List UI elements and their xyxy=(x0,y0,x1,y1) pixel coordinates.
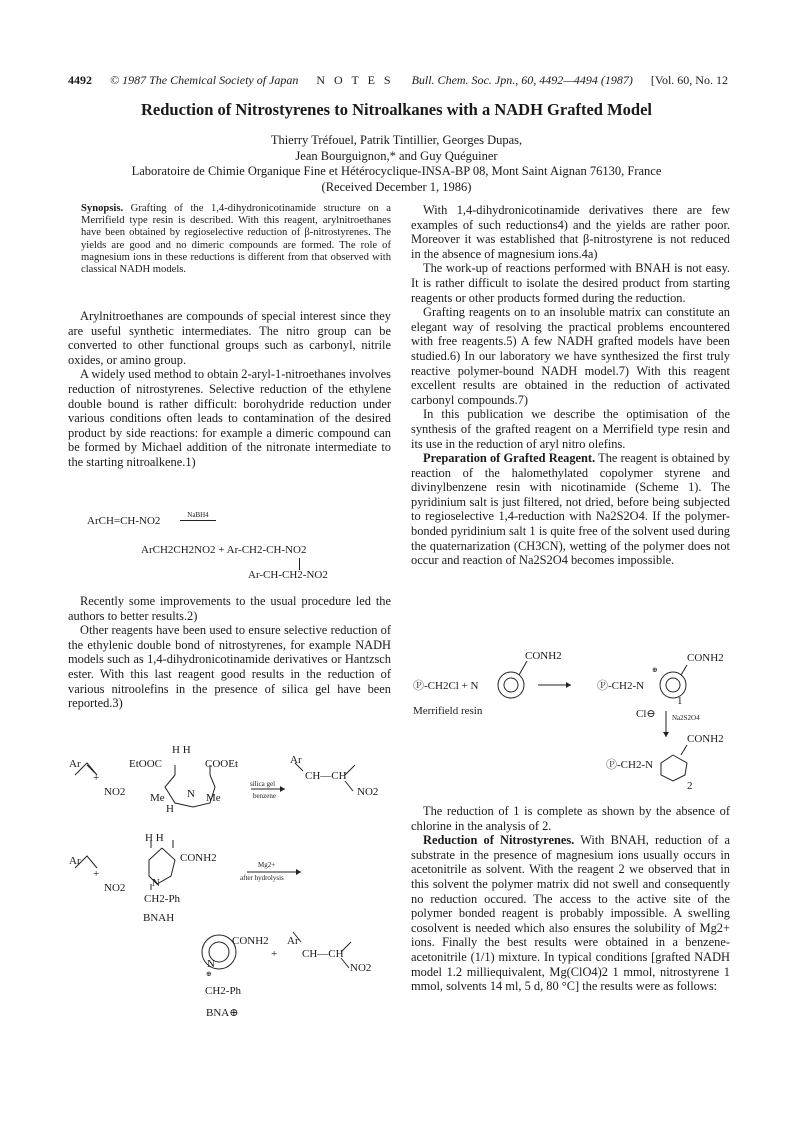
scheme1-pyridinium: Ⓟ-CH2-N xyxy=(597,680,645,692)
reduction-text: With BNAH, reduction of a substrate in the presence of magnesium ions usually occurs in acetonitrile as solvent. With the reagent 2 we observed that in this solvent the polymer matrix did not swell and consequently no reduction occured. The access to the active site of the polymer bonded reagent is probably impossible. A swelling cosolvent is needed which also ensures the solubility of Mg2+ ions. Finally the best results were obtained in a benzene-acetonitrile (1/1) mixture. In typical conditions [grafted NADH model 1.2 milliequivalent, Mg(ClO4)2 1 mmol, nitrostyrene 1 mmol, solvents 14 ml, 5 d, 80 °C] the results were as follows: xyxy=(411,833,730,994)
bna-n: N xyxy=(207,958,215,970)
hantzsch-bonds xyxy=(65,745,395,825)
hantzsch-me-left: Me xyxy=(150,792,165,804)
hantzsch-cond-bottom: benzene xyxy=(253,792,276,800)
right-column-bottom xyxy=(411,804,730,994)
scheme1-conh2-b: CONH2 xyxy=(687,652,724,664)
bna-no2: NO2 xyxy=(350,962,372,974)
hantzsch-n: N xyxy=(187,788,195,800)
hantzsch-cond-top: silica gel xyxy=(250,780,276,788)
volume-info: [Vol. 60, No. 12 xyxy=(650,73,728,87)
received-date: (Received December 1, 1986) xyxy=(321,179,472,194)
hantzsch-me-right: Me xyxy=(206,792,221,804)
copyright: © 1987 The Chemical Society of Japan xyxy=(109,73,299,87)
left-body xyxy=(68,594,391,711)
right-paragraph-7 xyxy=(411,833,730,994)
nabh4-reactant: ArCH=CH-NO2 xyxy=(87,515,161,527)
journal-citation: Bull. Chem. Soc. Jpn., 60, 4492—4494 (1987) xyxy=(411,73,633,87)
left-paragraph-4: Other reagents have been used to ensure selective reduction of the ethylenic double bond of nitrostyrenes, for example NADH models such as 1,4-dihydronicotinamide derivatives or Hantzsch ester. With this last reagent good results in the reduction of various nitroolefins in the presence of silica gel have been reported.3) xyxy=(68,623,391,711)
right-paragraph-5 xyxy=(411,451,730,568)
left-paragraph-3: Recently some improvements to the usual procedure led the authors to better results.2) xyxy=(68,594,391,623)
right-paragraph-4: In this publication we describe the optimisation of the synthesis of the grafted reagent on a Merrifield type resin and its use in the reduction of aryl nitro olefins. xyxy=(411,407,730,451)
hantzsch-etooc: EtOOC xyxy=(129,758,162,770)
section-label: N O T E S xyxy=(316,73,394,87)
bnah-conh2: CONH2 xyxy=(180,852,217,864)
hantzsch-ar: Ar xyxy=(69,758,81,770)
authors-line2: Jean Bourguignon,* and Guy Quéguiner xyxy=(295,148,498,163)
hantzsch-hh: H H xyxy=(172,744,191,756)
nabh4-product2: Ar-CH-CH2-NO2 xyxy=(248,569,328,581)
bna-ch2ph: CH2-Ph xyxy=(205,985,242,997)
scheme1-reactants: Ⓟ-CH2Cl + N xyxy=(413,680,479,692)
page-number: 4492 xyxy=(68,73,92,87)
scheme1-conh2-c: CONH2 xyxy=(687,733,724,745)
right-column-top xyxy=(411,203,730,568)
article-title: Reduction of Nitrostyrenes to Nitroalkanes with a NADH Grafted Model xyxy=(140,100,652,119)
synopsis-text: Grafting of the 1,4-dihydronicotinamide structure on a Merrifield type resin is described. With this reagent, arylnitroethanes have been obtained by regioselective reduction of β-nitrostyrenes. The yields are good and no dimeric compounds are formed. The role of magnesium ions in these reductions is different from that observed with classical NADH models. xyxy=(81,203,392,276)
bnah-label: BNAH xyxy=(143,912,175,924)
scheme1-label-2: 2 xyxy=(687,780,693,792)
right-paragraph-2: The work-up of reactions performed with BNAH is not easy. It is rather difficult to isolate the desired product from starting reagents or other products formed during the reduction. xyxy=(411,261,730,305)
section-heading-reduction: Reduction of Nitrostyrenes. xyxy=(423,833,575,848)
scheme1-conh2-a: CONH2 xyxy=(525,650,562,662)
running-header xyxy=(68,73,728,88)
bnah-hh: H H xyxy=(145,832,164,844)
right-paragraph-3: Grafting reagents on to an insoluble matrix can constitute an elegant way of resolving the practical problems encountered with free reagents.5) A few NADH grafted models have been studied.6) In our laboratory we have synthesized the first truly reactive polymer-bound NADH model.7) With this reagent excellent results are obtained in the reduction of activated carbonyl compounds.7) xyxy=(411,305,730,407)
nabh4-arrow xyxy=(180,511,216,521)
bnah-ch2ph: CH2-Ph xyxy=(144,893,181,905)
bnah-no2: NO2 xyxy=(104,882,126,894)
author-block xyxy=(0,133,793,195)
bnah-n: N xyxy=(152,877,160,889)
scheme1-plus-charge: ⊕ xyxy=(652,666,658,674)
nabh4-product1: ArCH2CH2NO2 + Ar-CH2-CH-NO2 xyxy=(141,544,307,556)
left-intro xyxy=(68,309,391,470)
bnah-plus: + xyxy=(93,868,100,880)
synopsis xyxy=(81,203,391,276)
bna-plus: + xyxy=(271,948,278,960)
hantzsch-prod-ar: Ar xyxy=(290,754,302,766)
bna-conh2: CONH2 xyxy=(232,935,269,947)
bnah-cond-top: Mg2+ xyxy=(258,861,276,869)
hantzsch-no2: NO2 xyxy=(104,786,126,798)
section-heading-preparation: Preparation of Grafted Reagent. xyxy=(423,451,596,466)
bnah-cond-bottom: after hydrolysis xyxy=(240,874,284,882)
hantzsch-plus: + xyxy=(93,772,100,784)
scheme1-merrifield: Merrifield resin xyxy=(413,705,483,717)
bnah-ar: Ar xyxy=(69,855,81,867)
left-paragraph-2: A widely used method to obtain 2-aryl-1-nitroethanes involves reduction of nitrostyrenes. Selective reduction of the ethylene double bound is rather difficult: borohydride reduction under various conditions often leads to contamination of the desired product by side reactions: for example a dimeric compound can be formed by Michael addition of the nitronate intermediate to the starting nitroalkene.1) xyxy=(68,367,391,469)
left-paragraph-1: Arylnitroethanes are compounds of special interest since they are useful synthetic intermediates. The nitro group can be converted to other functional groups such as carbonyl, nitrile oxides, or amino group. xyxy=(68,309,391,367)
nabh4-reagent: NaBH4 xyxy=(187,511,209,519)
right-paragraph-1: With 1,4-dihydronicotinamide derivatives there are few examples of such reductions4) and the yields are rather poor. Moreover it was established that β-nitrostyrene is not reduced in the absence of magnesium ions.4a) xyxy=(411,203,730,261)
authors-line1: Thierry Tréfouel, Patrik Tintillier, Georges Dupas, xyxy=(270,133,523,147)
scheme1-reduced: Ⓟ-CH2-N xyxy=(606,759,654,771)
scheme1-label-1: 1 xyxy=(677,695,683,707)
synopsis-label: Synopsis. xyxy=(81,203,124,214)
scheme1-reagent: Na2S2O4 xyxy=(672,714,700,722)
affiliation: Laboratoire de Chimie Organique Fine et Hétérocyclique-INSA-BP 08, Mont Saint Aignan 76130, France xyxy=(131,164,662,178)
scheme1-cl: Cl⊖ xyxy=(636,708,656,720)
hantzsch-cooet: COOEt xyxy=(205,758,238,770)
preparation-text: The reagent is obtained by reaction of the halomethylated copolymer styrene and divinylbenzene resin with nicotinamide (Scheme 1). The pyridinium salt is just filtered, not dried, before being subjected to regioselective 1,4-reduction with Na2S2O4. If the polymer-bonded pyridinium salt 1 is quite free of the solvent used during the quaternarization (CH3CN), wetting of the polymer does not occur and reaction of Na2S2O4 becomes impossible. xyxy=(411,451,731,568)
bnah-bonds xyxy=(65,832,395,1032)
hantzsch-prod-ch: CH—CH xyxy=(305,770,347,782)
bna-ar: Ar xyxy=(287,935,299,947)
bna-charge: ⊕ xyxy=(206,970,212,978)
right-paragraph-6: The reduction of 1 is complete as shown by the absence of chlorine in the analysis of 2. xyxy=(411,804,730,833)
bna-label: BNA⊕ xyxy=(206,1007,239,1019)
hantzsch-prod-no2: NO2 xyxy=(357,786,379,798)
bna-ch: CH—CH xyxy=(302,948,344,960)
hantzsch-h: H xyxy=(166,803,174,815)
